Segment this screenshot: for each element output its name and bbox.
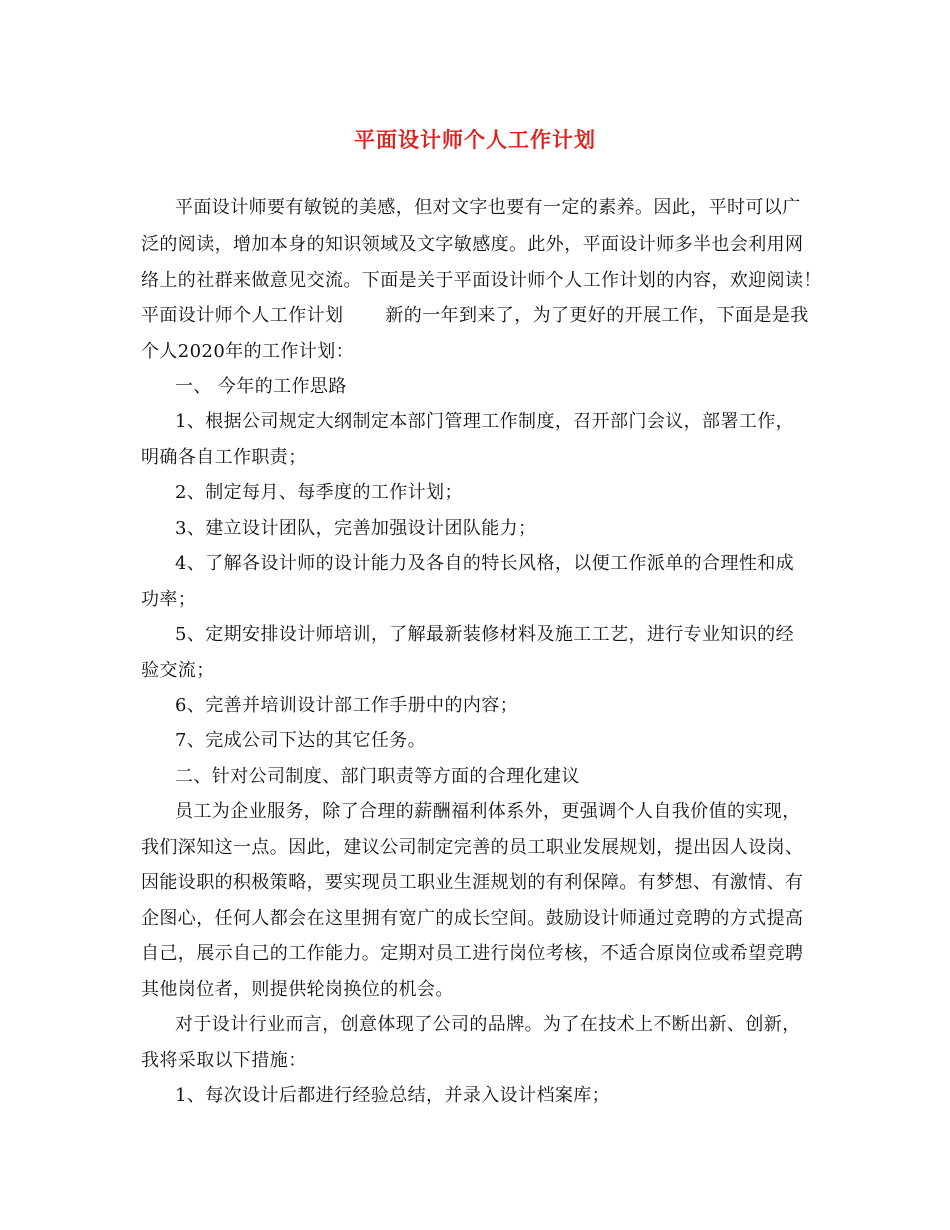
paragraph-line: 我将采取以下措施：	[141, 1050, 307, 1071]
paragraph-line: 企图心，任何人都会在这里拥有宽广的成长空间。鼓励设计师通过竞聘的方式提高	[141, 908, 804, 929]
section-heading: 二、针对公司制度、部门职责等方面的合理化建议	[175, 766, 580, 787]
list-item: 2、制定每月、每季度的工作计划；	[175, 482, 463, 503]
paragraph-line	[141, 304, 809, 328]
section-heading: 一、 今年的工作思路	[175, 376, 347, 397]
paragraph-line: 自己，展示自己的工作能力。定期对员工进行岗位考核，不适合原岗位或希望竞聘	[141, 943, 804, 964]
paragraph-line: 因能设职的积极策略，要实现员工职业生涯规划的有利保障。有梦想、有激情、有	[141, 872, 804, 893]
list-item: 3、建立设计团队，完善加强设计团队能力；	[175, 518, 537, 539]
list-item: 7、完成公司下达的其它任务。	[175, 730, 427, 751]
paragraph-line: 络上的社群来做意见交流。下面是关于平面设计师个人工作计划的内容，欢迎阅读！	[141, 270, 822, 291]
paragraph-line: 其他岗位者，则提供轮岗换位的机会。	[141, 979, 454, 1000]
list-item: 5、定期安排设计师培训，了解最新装修材料及施工工艺，进行专业知识的经	[175, 624, 795, 645]
list-item-continued: 功率；	[141, 589, 197, 610]
list-item-continued: 明确各自工作职责；	[141, 447, 307, 468]
paragraph-line: 平面设计师要有敏锐的美感，但对文字也要有一定的素养。因此，平时可以广	[175, 197, 801, 218]
inline-heading: 平面设计师个人工作计划	[141, 305, 344, 326]
paragraph-line: 对于设计行业而言，创意体现了公司的品牌。为了在技术上不断出新、创新，	[175, 1014, 801, 1035]
list-item-continued: 验交流；	[141, 660, 215, 681]
list-item: 1、根据公司规定大纲制定本部门管理工作制度，召开部门会议，部署工作，	[175, 411, 795, 432]
list-item: 4、了解各设计师的设计能力及各自的特长风格，以便工作派单的合理性和成	[175, 553, 795, 574]
list-item: 1、每次设计后都进行经验总结，并录入设计档案库；	[175, 1085, 611, 1106]
inline-text: 新的一年到来了，为了更好的开展工作，下面是是我	[385, 305, 809, 326]
paragraph-line: 我们深知这一点。因此，建议公司制定完善的员工职业发展规划，提出因人设岗、	[141, 837, 804, 858]
paragraph-line: 泛的阅读，增加本身的知识领域及文字敏感度。此外，平面设计师多半也会利用网	[141, 234, 804, 255]
paragraph-line: 员工为企业服务，除了合理的薪酬福利体系外，更强调个人自我价值的实现，	[175, 801, 801, 822]
paragraph-line: 个人2020年的工作计划：	[141, 341, 355, 362]
list-item: 6、完善并培训设计部工作手册中的内容；	[175, 695, 519, 716]
document-title: 平面设计师个人工作计划	[354, 127, 596, 152]
